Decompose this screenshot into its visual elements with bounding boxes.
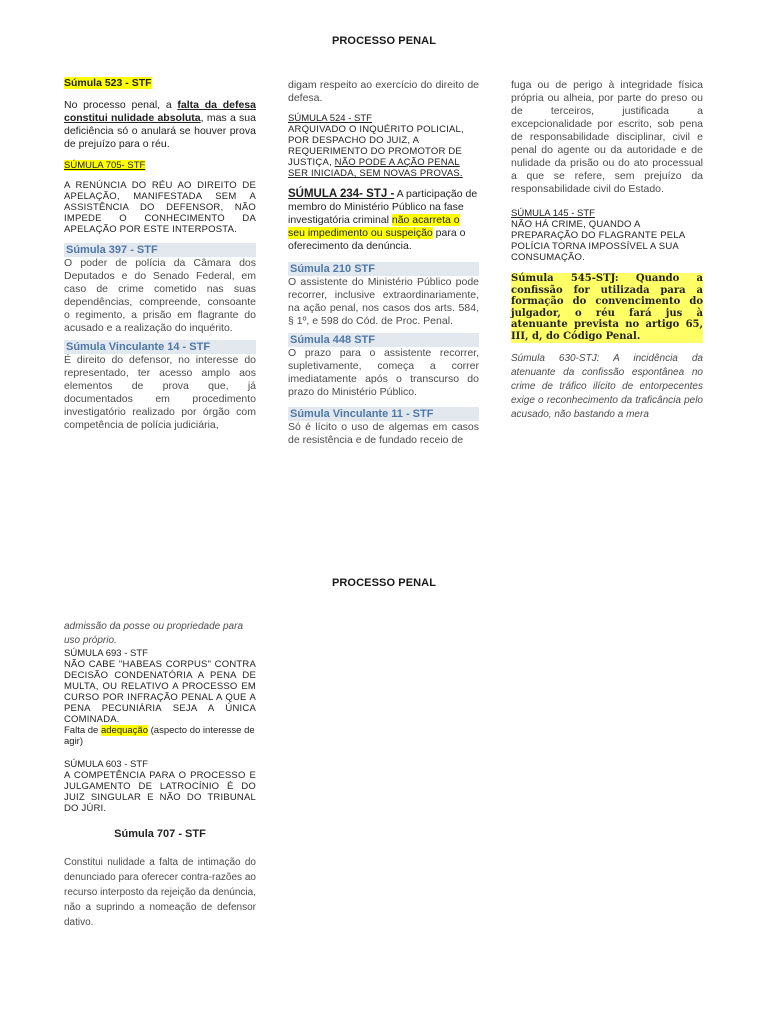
page-2 [0, 545, 768, 1024]
sumula-630-continuation: admissão da posse ou propriedade para uso próprio. [64, 621, 244, 646]
sumula-603-text: A COMPETÊNCIA PARA O PROCESSO E JULGAMENTO DE LATROCÍNIO É DO JUIZ SINGULAR E NÃO DO TRIBUNAL DO JÚRI. [64, 770, 256, 814]
sumula-397-text: O poder de polícia da Câmara dos Deputados e do Senado Federal, em caso de crime cometido nas suas dependências, compreende, consoante o regimento, a prisão em flagrante do acusado e a realização do inquérito. [64, 257, 256, 334]
sumula-524-text [288, 124, 479, 179]
sumula-vinculante-11-heading: Súmula Vinculante 11 - STF [288, 407, 479, 421]
text-span: Falta de [64, 725, 101, 736]
emphasis-span: NÃO PODE A AÇÃO PENAL SER INICIADA, SEM NOVAS PROVAS. [288, 157, 463, 179]
sumula-vinculante-14-heading: Súmula Vinculante 14 - STF [64, 340, 256, 354]
sumula-693-label: SÚMULA 693 - STF [64, 648, 148, 659]
column-3 [511, 79, 703, 422]
text-span: (aspecto do interesse de agir) [64, 725, 255, 747]
column-1 [64, 620, 256, 930]
sumula-524-heading: SÚMULA 524 - STF [288, 113, 372, 124]
text-span: No processo penal, a [64, 99, 178, 111]
sumula-vinculante-11-text: Só é lícito o uso de algemas em casos de resistência e de fundado receio de [288, 421, 479, 446]
sumula-603-heading: SÚMULA 603 - STF [64, 759, 148, 770]
page-title: PROCESSO PENAL [331, 35, 437, 47]
sumula-vinculante-14-text: É direito do defensor, no interesse do representado, ter acesso amplo aos elementos de prova que, já documentados em procedimento investigatório realizado por órgão com competência de polícia judiciária, [64, 354, 256, 431]
highlight-span: não acarreta o seu impedimento ou suspeição [288, 214, 460, 239]
sumula-523-label: Súmula 523 - STF [64, 77, 152, 89]
sumula-523-heading [64, 77, 256, 90]
sumula-707-text: Constitui nulidade a falta de intimação do denunciado para oferecer contra-razões ao recurso interposto da rejeição da denúncia, não a suprindo a nomeação de defensor dativo. [64, 857, 256, 928]
sumula-145-heading: SÚMULA 145 - STF [511, 208, 595, 219]
sumula-448-heading: Súmula 448 STF [288, 333, 479, 347]
text-span: A participação de membro do Ministério Público na fase investigatória criminal [288, 188, 478, 226]
sumula-630-text: Súmula 630-STJ: A incidência da atenuante da confissão espontânea no crime de tráfico ilícito de entorpecentes exige o reconhecimento da traficância pelo acusado, não bastando a mera [511, 352, 703, 420]
emphasis-span: falta da defesa constitui nulidade absoluta [64, 99, 256, 124]
sumula-705-heading [64, 160, 256, 171]
text-span: ARQUIVADO O INQUÉRITO POLICIAL, POR DESPACHO DO JUIZ, A REQUERIMENTO DO PROMOTOR DE JUSTIÇA, [288, 124, 464, 168]
text-span: , mas a sua deficiência só o anulará se houver prova de prejuízo para o réu. [64, 112, 256, 150]
column-1 [64, 77, 256, 432]
sumula-523-text [64, 99, 256, 151]
sumula-448-text: O prazo para o assistente recorrer, supletivamente, começa a correr imediatamente após o transcurso do prazo do Ministério Público. [288, 347, 479, 398]
sumula-693-text: NÃO CABE "HABEAS CORPUS" CONTRA DECISÃO CONDENATÓRIA A PENA DE MULTA, OU RELATIVO A PROCESSO EM CURSO POR INFRAÇÃO PENAL A QUE A PENA PECUNIÁRIA SEJA A ÚNICA COMINADA. [64, 659, 256, 725]
column-2 [288, 79, 479, 447]
sumula-234-label: SÚMULA 234- STJ - [288, 188, 395, 200]
sumula-545-text: Súmula 545-STJ: Quando a confissão for utilizada para a formação do convencimento do julgador, o réu fará jus à atenuante prevista no artigo 65, III, d, do Código Penal. [511, 273, 703, 342]
sumula-705-text: A RENÚNCIA DO RÉU AO DIREITO DE APELAÇÃO, MANIFESTADA SEM A ASSISTÊNCIA DO DEFENSOR, NÃO IMPEDE O CONHECIMENTO DA APELAÇÃO POR ESTE INTERPOSTA. [64, 180, 256, 235]
sumula-707-heading: Súmula 707 - STF [114, 828, 206, 840]
text-span: para o oferecimento da denúncia. [288, 227, 466, 252]
sumula-vinculante-14-continuation: digam respeito ao exercício do direito de defesa. [288, 79, 479, 104]
page-title: PROCESSO PENAL [331, 577, 437, 589]
sumula-145-text: NÃO HÁ CRIME, QUANDO A PREPARAÇÃO DO FLAGRANTE PELA POLÍCIA TORNA IMPOSSÍVEL A SUA CONSUMAÇÃO. [511, 219, 685, 263]
sumula-210-text: O assistente do Ministério Público pode recorrer, inclusive extraordinariamente, na ação penal, nos casos dos arts. 584, § 1º, e 598 do Cód. de Proc. Penal. [288, 276, 479, 327]
sumula-693-heading [64, 648, 256, 659]
sumula-vinculante-11-continuation: fuga ou de perigo à integridade física própria ou alheia, por parte do preso ou de terceiros, justificada a excepcionalidade por escrito, sob pena de responsabilidade disciplinar, civil e penal do agente ou da autoridade e de nulidade da prisão ou do ato processual a que se refere, sem prejuízo da responsabilidade civil do Estado. [511, 79, 703, 195]
sumula-397-heading: Súmula 397 - STF [64, 243, 256, 257]
sumula-210-heading: Súmula 210 STF [288, 262, 479, 276]
sumula-705-label: SÚMULA 705- STF [64, 160, 146, 171]
sumula-234-text [288, 188, 479, 253]
sumula-693-note [64, 725, 256, 747]
highlight-span: adequação [100, 725, 148, 736]
